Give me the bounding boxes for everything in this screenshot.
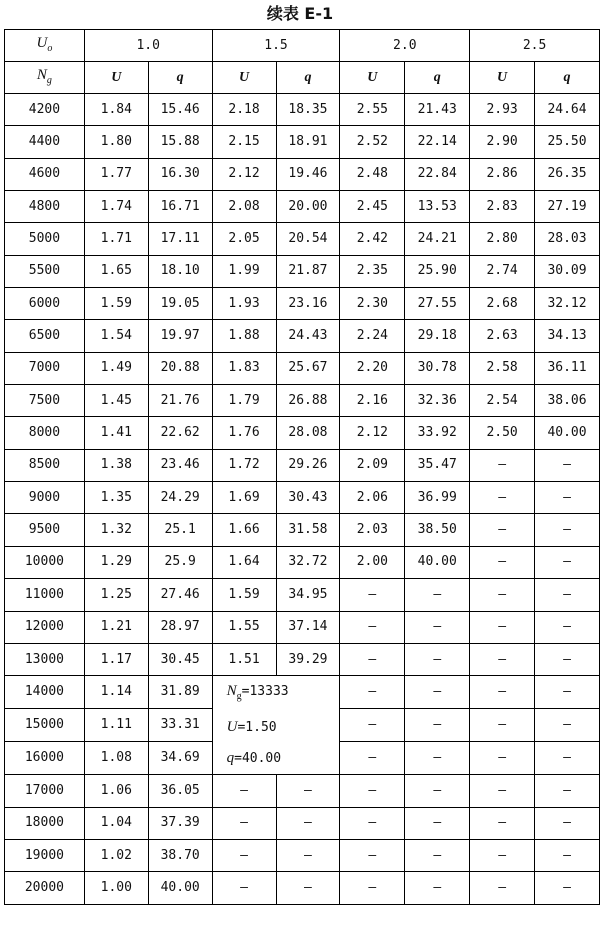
u-value-cell: 1.35 [84, 482, 148, 514]
q-value-cell: — [535, 742, 600, 775]
u-value-cell: 1.25 [84, 579, 148, 611]
q-value-cell: 18.91 [276, 126, 340, 158]
group-header-2: 1.5 [212, 30, 340, 62]
q-value-cell: 38.50 [405, 514, 470, 546]
q-value-cell: 20.54 [276, 223, 340, 255]
u-value-cell: 2.55 [340, 94, 405, 126]
q-value-cell: — [535, 643, 600, 675]
q-value-cell: 27.19 [535, 191, 600, 223]
q-value-cell: — [276, 807, 340, 839]
u-value-cell: 1.55 [212, 611, 276, 643]
u-value-cell: — [340, 611, 405, 643]
u-value-cell: 1.38 [84, 449, 148, 481]
q-value-cell: 38.70 [148, 839, 212, 871]
u-value-cell: 1.80 [84, 126, 148, 158]
header-ng-cell [5, 62, 85, 94]
q-value-cell: 34.69 [148, 742, 212, 775]
q-value-cell: 21.87 [276, 255, 340, 287]
u-value-cell: — [340, 775, 405, 807]
q-value-cell: — [535, 709, 600, 742]
ng-value-cell: 6500 [5, 320, 85, 352]
u-value-cell: 2.06 [340, 482, 405, 514]
group-header-1: 1.0 [84, 30, 212, 62]
u-value-cell: 2.18 [212, 94, 276, 126]
q-value-cell: 28.03 [535, 223, 600, 255]
q-value-cell: 33.31 [148, 709, 212, 742]
u-value-cell: 2.90 [470, 126, 535, 158]
data-table [4, 29, 600, 905]
q-value-cell: — [405, 872, 470, 904]
q-value-cell: 37.39 [148, 807, 212, 839]
table-row [5, 546, 600, 578]
note-q-line: q=40.00 [226, 750, 282, 767]
table-row [5, 320, 600, 352]
ng-value-cell: 4800 [5, 191, 85, 223]
ng-value-cell: 4600 [5, 158, 85, 190]
q-value-cell: 36.11 [535, 352, 600, 384]
q-value-cell: — [535, 676, 600, 709]
u-value-cell: — [470, 449, 535, 481]
q-value-cell: 29.18 [405, 320, 470, 352]
q-value-cell: 24.43 [276, 320, 340, 352]
table-row [5, 223, 600, 255]
u-value-cell: 1.21 [84, 611, 148, 643]
q-value-cell: 30.45 [148, 643, 212, 675]
u-value-cell: 1.17 [84, 643, 148, 675]
u-value-cell: 1.11 [84, 709, 148, 742]
q-value-cell: 19.46 [276, 158, 340, 190]
q-value-cell: — [535, 514, 600, 546]
group-header-4: 2.5 [470, 30, 600, 62]
q-value-cell: — [535, 482, 600, 514]
table-row [5, 775, 600, 807]
ng-value-cell: 14000 [5, 676, 85, 709]
u-value-cell: — [212, 839, 276, 871]
u-value-cell: 1.66 [212, 514, 276, 546]
ng-value-cell: 7000 [5, 352, 85, 384]
q-value-cell: — [535, 546, 600, 578]
u-value-cell: 2.20 [340, 352, 405, 384]
ng-value-cell: 13000 [5, 643, 85, 675]
u-value-cell: — [340, 839, 405, 871]
u-value-cell: 1.76 [212, 417, 276, 449]
u-value-cell: 2.74 [470, 255, 535, 287]
q-value-cell: — [276, 839, 340, 871]
u-value-cell: 2.48 [340, 158, 405, 190]
q-value-cell: 39.29 [276, 643, 340, 675]
q-value-cell: — [276, 775, 340, 807]
q-value-cell: 16.71 [148, 191, 212, 223]
table-row [5, 94, 600, 126]
group-header-3: 2.0 [340, 30, 470, 62]
q-value-cell: 25.67 [276, 352, 340, 384]
q-value-cell: — [535, 839, 600, 871]
q-value-cell: 30.43 [276, 482, 340, 514]
table-title: 续表 E-1 [266, 4, 334, 23]
q-value-cell: — [405, 775, 470, 807]
u-value-cell: 1.84 [84, 94, 148, 126]
u-value-cell: — [470, 807, 535, 839]
q-value-cell: 17.11 [148, 223, 212, 255]
q-value-cell: 25.1 [148, 514, 212, 546]
u-value-cell: 2.08 [212, 191, 276, 223]
q-value-cell: 28.97 [148, 611, 212, 643]
u-value-cell: — [470, 579, 535, 611]
u-value-cell: — [340, 676, 405, 709]
u-value-cell: 2.80 [470, 223, 535, 255]
q-value-cell: 40.00 [535, 417, 600, 449]
subheader-q: q [148, 62, 212, 94]
u-value-cell: — [470, 482, 535, 514]
u-value-cell: 1.45 [84, 385, 148, 417]
u-value-cell: 1.99 [212, 255, 276, 287]
u-value-cell: 2.09 [340, 449, 405, 481]
u-value-cell: 1.14 [84, 676, 148, 709]
u-value-cell: 2.05 [212, 223, 276, 255]
u-value-cell: 1.49 [84, 352, 148, 384]
u-value-cell: — [470, 676, 535, 709]
u-value-cell: — [340, 807, 405, 839]
u-value-cell: — [470, 514, 535, 546]
u-value-cell: 2.54 [470, 385, 535, 417]
q-value-cell: 36.99 [405, 482, 470, 514]
u-value-cell: — [470, 643, 535, 675]
q-value-cell: 16.30 [148, 158, 212, 190]
u-value-cell: 2.52 [340, 126, 405, 158]
q-value-cell: 33.92 [405, 417, 470, 449]
q-value-cell: 21.76 [148, 385, 212, 417]
table-row [5, 839, 600, 871]
header-row-groups [5, 30, 600, 62]
ng-value-cell: 19000 [5, 839, 85, 871]
q-value-cell: 29.26 [276, 449, 340, 481]
u-value-cell: 1.59 [212, 579, 276, 611]
subheader-q: q [276, 62, 340, 94]
table-row [5, 255, 600, 287]
u-value-cell: — [212, 872, 276, 904]
q-value-cell: 32.12 [535, 288, 600, 320]
u-value-cell: 2.83 [470, 191, 535, 223]
u-value-cell: — [340, 742, 405, 775]
q-value-cell: 20.00 [276, 191, 340, 223]
q-value-cell: 40.00 [405, 546, 470, 578]
u-value-cell: 2.12 [340, 417, 405, 449]
u-value-cell: 1.72 [212, 449, 276, 481]
u-value-cell: 2.42 [340, 223, 405, 255]
ng-value-cell: 10000 [5, 546, 85, 578]
ng-value-cell: 15000 [5, 709, 85, 742]
q-value-cell: 21.43 [405, 94, 470, 126]
q-value-cell: 37.14 [276, 611, 340, 643]
q-value-cell: 19.05 [148, 288, 212, 320]
subheader-u: U [470, 62, 535, 94]
u-value-cell: 1.71 [84, 223, 148, 255]
ng-value-cell: 4400 [5, 126, 85, 158]
table-row [5, 126, 600, 158]
q-value-cell: 27.55 [405, 288, 470, 320]
q-value-cell: 40.00 [148, 872, 212, 904]
u-value-cell: — [470, 839, 535, 871]
q-value-cell: 25.9 [148, 546, 212, 578]
q-value-cell: — [405, 611, 470, 643]
q-value-cell: — [405, 579, 470, 611]
q-value-cell: 22.62 [148, 417, 212, 449]
q-value-cell: 18.35 [276, 94, 340, 126]
q-value-cell: — [405, 643, 470, 675]
q-value-cell: — [535, 579, 600, 611]
q-value-cell: 30.78 [405, 352, 470, 384]
q-value-cell: 36.05 [148, 775, 212, 807]
u-value-cell: — [470, 546, 535, 578]
table-row [5, 514, 600, 546]
table-row [5, 611, 600, 643]
ng-value-cell: 18000 [5, 807, 85, 839]
u-value-cell: 1.93 [212, 288, 276, 320]
u-value-cell: 1.00 [84, 872, 148, 904]
q-value-cell: 15.88 [148, 126, 212, 158]
u-value-cell: 1.41 [84, 417, 148, 449]
u-value-cell: 2.00 [340, 546, 405, 578]
q-value-cell: — [405, 709, 470, 742]
u-value-cell: 2.24 [340, 320, 405, 352]
u-value-cell: 1.02 [84, 839, 148, 871]
q-value-cell: 28.08 [276, 417, 340, 449]
q-value-cell: — [535, 611, 600, 643]
q-value-cell: 24.29 [148, 482, 212, 514]
u-value-cell: 1.83 [212, 352, 276, 384]
q-value-cell: 24.21 [405, 223, 470, 255]
ng-value-cell: 7500 [5, 385, 85, 417]
table-row [5, 158, 600, 190]
q-value-cell: — [405, 807, 470, 839]
u-value-cell: 2.16 [340, 385, 405, 417]
q-value-cell: 22.84 [405, 158, 470, 190]
ng-value-cell: 5000 [5, 223, 85, 255]
u-value-cell: 1.04 [84, 807, 148, 839]
table-row [5, 352, 600, 384]
u-value-cell: 1.29 [84, 546, 148, 578]
ng-value-cell: 8500 [5, 449, 85, 481]
table-row [5, 288, 600, 320]
u-value-cell: 1.54 [84, 320, 148, 352]
q-value-cell: 13.53 [405, 191, 470, 223]
header-row-subcolumns [5, 62, 600, 94]
table-row [5, 417, 600, 449]
q-value-cell: — [276, 872, 340, 904]
u-value-cell: — [340, 643, 405, 675]
ng-label: $N_g$ [36, 66, 52, 86]
u-value-cell: 1.69 [212, 482, 276, 514]
q-value-cell: 20.88 [148, 352, 212, 384]
note-u-line: U=1.50 [226, 719, 277, 736]
q-value-cell: 15.46 [148, 94, 212, 126]
table-row [5, 449, 600, 481]
subheader-u: U [84, 62, 148, 94]
ng-value-cell: 12000 [5, 611, 85, 643]
ng-value-cell: 17000 [5, 775, 85, 807]
u-value-cell: — [470, 775, 535, 807]
q-value-cell: 26.88 [276, 385, 340, 417]
u-value-cell: 1.08 [84, 742, 148, 775]
u-value-cell: 2.12 [212, 158, 276, 190]
limit-note [212, 676, 340, 775]
q-value-cell: 32.72 [276, 546, 340, 578]
q-value-cell: 22.14 [405, 126, 470, 158]
u-value-cell: — [340, 709, 405, 742]
u-value-cell: — [470, 872, 535, 904]
q-value-cell: 35.47 [405, 449, 470, 481]
u-value-cell: 2.63 [470, 320, 535, 352]
q-value-cell: — [535, 449, 600, 481]
q-value-cell: 34.95 [276, 579, 340, 611]
q-value-cell: 23.46 [148, 449, 212, 481]
u-value-cell: — [340, 579, 405, 611]
table-row [5, 482, 600, 514]
table-row [5, 807, 600, 839]
u-value-cell: 1.77 [84, 158, 148, 190]
note-ng-line: $N_g=13333$ [226, 683, 289, 703]
u-value-cell: — [212, 807, 276, 839]
q-value-cell: — [535, 872, 600, 904]
u-value-cell: 2.15 [212, 126, 276, 158]
subheader-u: U [340, 62, 405, 94]
table-row [5, 191, 600, 223]
q-value-cell: 26.35 [535, 158, 600, 190]
q-value-cell: 25.50 [535, 126, 600, 158]
ng-value-cell: 20000 [5, 872, 85, 904]
u-value-cell: 2.68 [470, 288, 535, 320]
subheader-u: U [212, 62, 276, 94]
u-value-cell: 1.64 [212, 546, 276, 578]
ng-value-cell: 9000 [5, 482, 85, 514]
q-value-cell: 32.36 [405, 385, 470, 417]
table-row [5, 579, 600, 611]
table-row [5, 676, 600, 709]
u-value-cell: 1.51 [212, 643, 276, 675]
table-row [5, 872, 600, 904]
u-value-cell: 2.03 [340, 514, 405, 546]
q-value-cell: 27.46 [148, 579, 212, 611]
u-value-cell: 1.06 [84, 775, 148, 807]
q-value-cell: 38.06 [535, 385, 600, 417]
q-value-cell: 30.09 [535, 255, 600, 287]
q-value-cell: 18.10 [148, 255, 212, 287]
q-value-cell: — [405, 676, 470, 709]
ng-value-cell: 4200 [5, 94, 85, 126]
table-row [5, 643, 600, 675]
subheader-q: q [405, 62, 470, 94]
ng-value-cell: 6000 [5, 288, 85, 320]
q-value-cell: 19.97 [148, 320, 212, 352]
ng-value-cell: 11000 [5, 579, 85, 611]
u-value-cell: 2.50 [470, 417, 535, 449]
u-value-cell: 1.79 [212, 385, 276, 417]
header-uo-cell [5, 30, 85, 62]
u-value-cell: 2.45 [340, 191, 405, 223]
subheader-q: q [535, 62, 600, 94]
uo-label: $U_o$ [36, 34, 53, 54]
u-value-cell: 2.35 [340, 255, 405, 287]
ng-value-cell: 16000 [5, 742, 85, 775]
u-value-cell: 1.65 [84, 255, 148, 287]
ng-value-cell: 5500 [5, 255, 85, 287]
ng-value-cell: 8000 [5, 417, 85, 449]
q-value-cell: — [405, 742, 470, 775]
u-value-cell: — [470, 742, 535, 775]
u-value-cell: 2.58 [470, 352, 535, 384]
u-value-cell: 1.88 [212, 320, 276, 352]
q-value-cell: — [535, 807, 600, 839]
table-row [5, 385, 600, 417]
q-value-cell: 25.90 [405, 255, 470, 287]
u-value-cell: 2.93 [470, 94, 535, 126]
u-value-cell: — [340, 872, 405, 904]
u-value-cell: 1.74 [84, 191, 148, 223]
u-value-cell: 1.32 [84, 514, 148, 546]
u-value-cell: — [470, 709, 535, 742]
q-value-cell: 31.89 [148, 676, 212, 709]
u-value-cell: 1.59 [84, 288, 148, 320]
q-value-cell: 24.64 [535, 94, 600, 126]
q-value-cell: — [535, 775, 600, 807]
q-value-cell: 23.16 [276, 288, 340, 320]
u-value-cell: — [212, 775, 276, 807]
u-value-cell: 2.86 [470, 158, 535, 190]
u-value-cell: 2.30 [340, 288, 405, 320]
u-value-cell: — [470, 611, 535, 643]
ng-value-cell: 9500 [5, 514, 85, 546]
q-value-cell: 34.13 [535, 320, 600, 352]
q-value-cell: 31.58 [276, 514, 340, 546]
q-value-cell: — [405, 839, 470, 871]
